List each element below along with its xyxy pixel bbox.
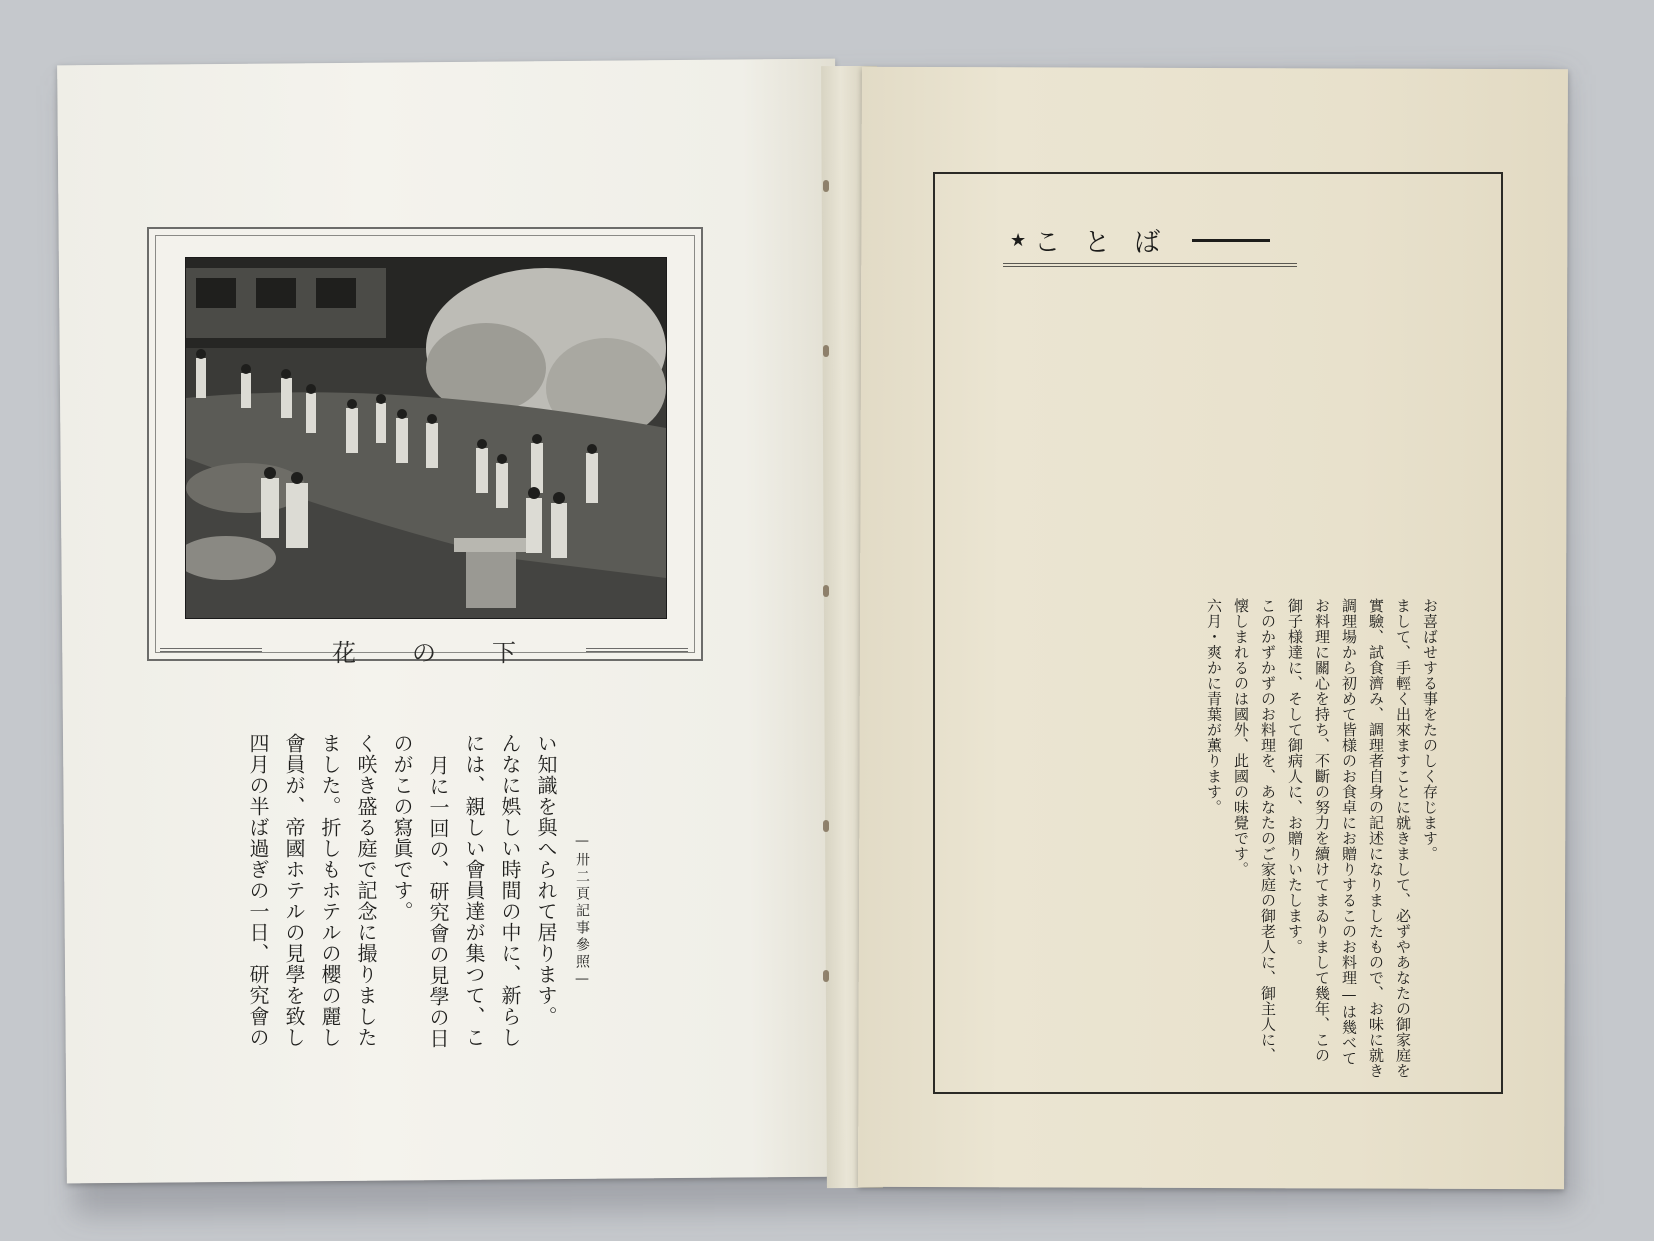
body-line: のがこの寫眞です。 [390, 733, 414, 922]
binding-stitch [823, 970, 829, 982]
body-line: んなに娯しい時間の中に、新らし [498, 733, 522, 1048]
body-line: い知識を與へられて居ります。 [534, 733, 558, 1027]
body-line: には、親しい會員達が集つて、こ [462, 733, 486, 1048]
body-line: 六月・爽かに青葉が薫ります。 [1205, 598, 1223, 815]
body-line: 實驗、試食濟み、調理者自身の記述になりましたもので、お味に就き [1367, 598, 1385, 1079]
heading-dash [1192, 239, 1270, 242]
photo-caption-text: 花の下 [332, 638, 572, 667]
reference-note: —卅二頁記事參照— [574, 833, 590, 990]
body-line: お喜ばせする事をたのしく存じます。 [1421, 598, 1439, 862]
body-line: ました。折しもホテルの櫻の麗し [318, 733, 342, 1048]
body-line: まして、手輕く出來ますことに就きまして、必ずやあなたの御家庭を [1394, 598, 1412, 1079]
binding-stitch [823, 345, 829, 357]
body-line: 調理場から初めて皆様のお食卓にお贈りするこのお料理—は幾べて [1340, 598, 1358, 1066]
star-icon: ★ [1010, 230, 1027, 251]
body-line: 四月の半ば過ぎの一日、研究會の [246, 733, 270, 1048]
body-line: 御子様達に、そして御病人に、お贈りいたします。 [1286, 598, 1304, 955]
heading-rule [1003, 263, 1297, 267]
heading-title: ことば [1034, 228, 1185, 258]
body-line: このかずかずのお料理を、あなたのご家庭の御老人に、御主人に、 [1259, 598, 1277, 1063]
binding-stitch [823, 585, 829, 597]
body-line: 月に一回の、研究會の見學の日 [426, 755, 450, 1049]
body-line: お料理に關心を持ち、不斷の努力を續けてまゐりまして幾年、この [1313, 598, 1331, 1063]
body-line: く咲き盛る庭で記念に撮りました [354, 733, 378, 1048]
photo-caption [160, 632, 688, 668]
body-line: 懐しまれるのは國外、此國の味覺です。 [1232, 598, 1250, 877]
left-body-text [240, 733, 600, 1049]
binding-stitch [823, 180, 829, 192]
body-line: 會員が、帝國ホテルの見學を致し [282, 733, 306, 1048]
heading [1010, 222, 1270, 259]
binding-stitch [823, 820, 829, 832]
right-body-text [1200, 598, 1443, 1079]
garden-photo [185, 257, 667, 619]
